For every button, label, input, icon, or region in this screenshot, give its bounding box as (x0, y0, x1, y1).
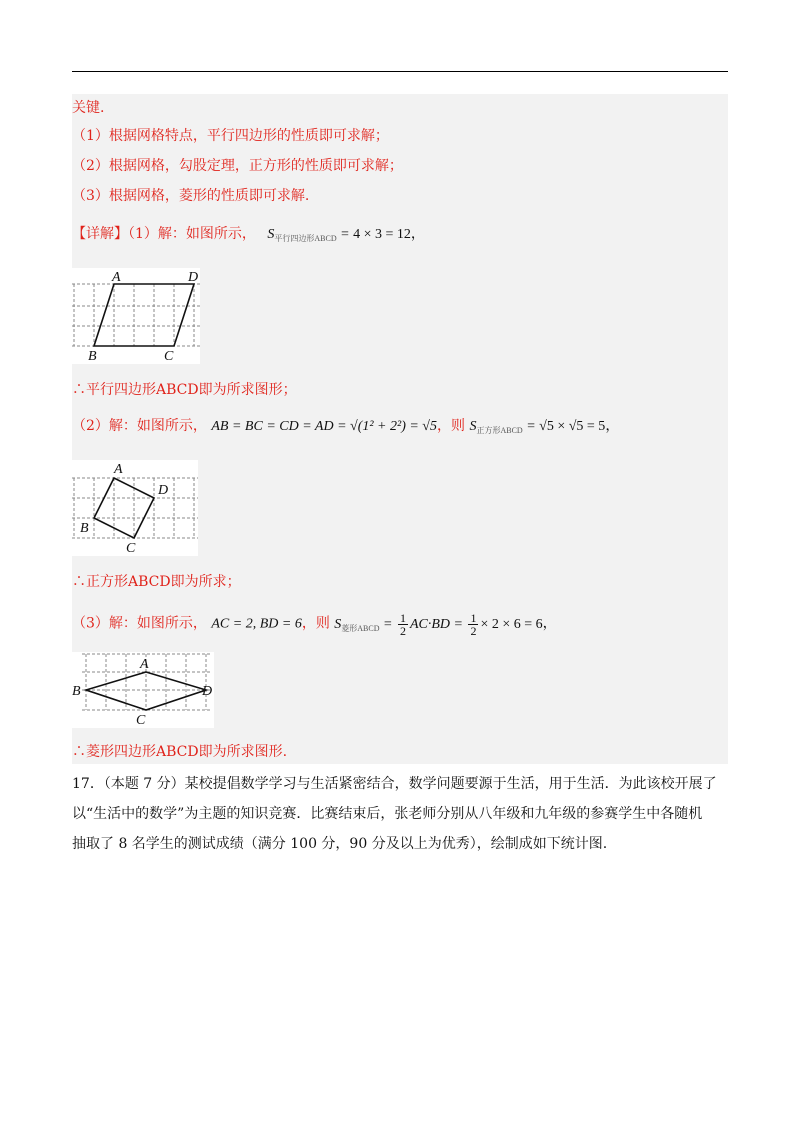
part2-text: （2）解：如图所示， (72, 418, 207, 434)
part2-conclusion: ∴正方形ABCD即为所求； (72, 574, 241, 590)
part2-line: （2）解：如图所示， AB = BC = CD = AD = √(1² + 2²) = √5，则 $S_{正方形ABCD} = √5 \times √5 = 5$， (72, 418, 620, 435)
step-3: （3）根据网格，菱形的性质即可求解. (72, 188, 310, 204)
vertex-d: D (188, 270, 199, 285)
part3-conclusion: ∴菱形四边形ABCD即为所求图形. (72, 744, 288, 760)
vertex-d: D (202, 684, 213, 699)
vertex-d: D (158, 483, 169, 498)
part1-line: 【详解】（1）解：如图所示， $S_{平行四边形ABCD} = 4 \times 3 = 12$， (72, 226, 425, 243)
vertex-b: B (88, 349, 97, 364)
part3-text: （3）解：如图所示， (72, 615, 207, 632)
vertex-b: B (80, 521, 89, 536)
vertex-c: C (126, 541, 136, 556)
part3-line: （3）解：如图所示， AC = 2, BD = 6，则 $S_{菱形ABCD}$ = $\frac{1}{2}$ AC·BD = $\frac{1}{2}$ × 2 × 6 = 6， (72, 611, 557, 638)
question-line-2: 以“生活中的数学”为主题的知识竞赛．比赛结束后，张老师分别从八年级和九年级的参赛学生中各随机 (72, 806, 703, 822)
part1-area-formula: $S_{平行四边形ABCD} = 4 \times 3 = 12$ (260, 227, 411, 243)
vertex-c: C (136, 713, 146, 728)
vertex-a: A (140, 657, 149, 672)
step-1: （1）根据网格特点，平行四边形的性质即可求解； (72, 128, 389, 144)
square-figure (72, 460, 198, 556)
vertex-b: B (72, 684, 81, 699)
part2-then: ，则 (437, 418, 465, 434)
vertex-a: A (112, 270, 121, 285)
detail-tag: 【详解】 (72, 226, 128, 242)
vertex-c: C (164, 349, 174, 364)
part3-area-formula: $S_{菱形ABCD}$ = $\frac{1}{2}$ AC·BD = $\frac{1}{2}$ × 2 × 6 = 6 (334, 611, 543, 638)
rhombus-figure (72, 652, 214, 728)
part1-conclusion: ∴平行四边形ABCD即为所求图形； (72, 382, 297, 398)
part3-formula: AC = 2, BD = 6 (211, 616, 302, 632)
question-line-3: 抽取了 8 名学生的测试成绩（满分 100 分，90 分及以上为优秀），绘制成如下统计图. (72, 836, 608, 852)
parallelogram-figure (72, 268, 200, 364)
vertex-a: A (114, 462, 123, 477)
part3-then: ，则 (301, 615, 330, 632)
part1-text: （1）解：如图所示， (128, 226, 256, 242)
question-line-1: 17．（本题 7 分）某校提倡数学学习与生活紧密结合，数学问题要源于生活，用于生活．为此该校开展了 (72, 776, 717, 792)
header-rule (72, 71, 728, 72)
step-2: （2）根据网格，勾股定理，正方形的性质即可求解； (72, 158, 403, 174)
key-label: 关键. (72, 100, 105, 116)
part2-formula: AB = BC = CD = AD = √(1² + 2²) = √5 (211, 419, 437, 434)
part2-area-formula: $S_{正方形ABCD} = √5 \times √5 = 5$ (469, 419, 606, 435)
